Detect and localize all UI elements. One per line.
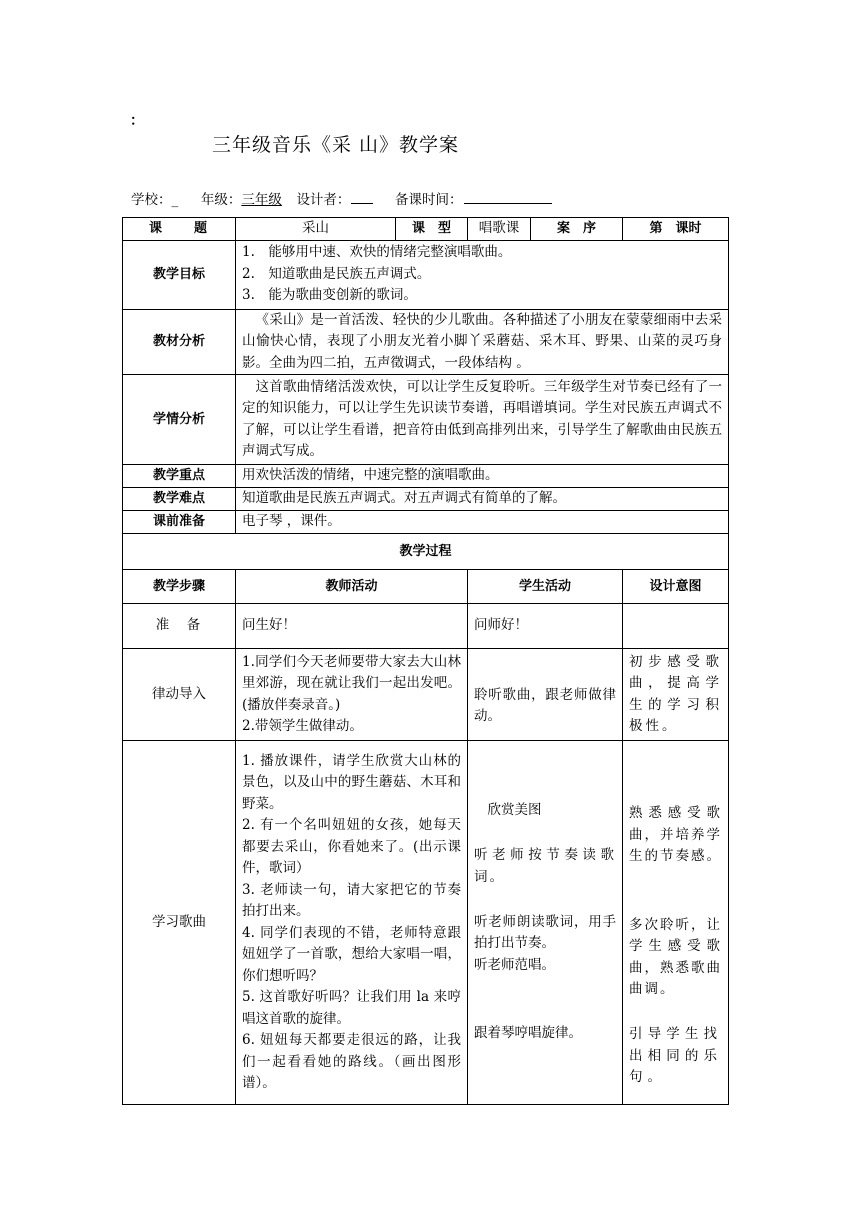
type-value: 唱歌课 xyxy=(468,218,531,241)
goal-item: 3. 能为歌曲变创新的歌词。 xyxy=(242,287,417,304)
order-label: 案 序 xyxy=(531,218,623,241)
prepare-intent xyxy=(623,604,729,649)
goals-row xyxy=(123,240,729,309)
learn-student-item: 欣赏美图 xyxy=(487,802,542,819)
intent-header: 设计意图 xyxy=(623,570,729,604)
learn-student-item: 听老师朗读歌词，用手拍打出节奏。 xyxy=(474,913,616,952)
school-label: 学校：_ xyxy=(131,192,179,208)
difficulty-row xyxy=(123,488,729,511)
header-row xyxy=(123,218,729,241)
prepare-teacher: 问生好！ xyxy=(236,604,468,649)
learn-teacher-item: 6. 妞妞每天都要走很远的路，让我们一起看看她的路线。（画出图形谱）。 xyxy=(242,1032,461,1091)
learn-teacher-item: 2. 有一个名叫妞妞的女孩，她每天都要去采山，你看她来了。(出示课件，歌词） xyxy=(242,817,461,876)
student-header: 学生活动 xyxy=(468,570,623,604)
process-header-row xyxy=(123,570,729,604)
prep-time-blank xyxy=(464,188,552,204)
learn-student-item: 听老师范唱。 xyxy=(474,956,555,973)
prepare-row xyxy=(123,604,729,649)
material-label: 教材分析 xyxy=(123,309,236,375)
rhythm-teacher-item: 1.同学们今天老师要带大家去大山林里郊游，现在就让我们一起出发吧。(播放伴奏录音。) xyxy=(242,653,461,713)
type-label: 课 型 xyxy=(396,218,468,241)
process-title: 教学过程 xyxy=(123,534,729,570)
prepare-student: 问师好！ xyxy=(468,604,623,649)
preparation-label: 课前准备 xyxy=(123,511,236,534)
preparation-text: 电子琴 ，课件。 xyxy=(236,511,729,534)
designer-blank xyxy=(351,188,373,204)
grade-value: 三年级 xyxy=(241,192,282,208)
period-label: 第 课时 xyxy=(623,218,729,241)
step-header: 教学步骤 xyxy=(123,570,236,604)
lesson-plan-table xyxy=(122,217,729,1105)
teacher-header: 教师活动 xyxy=(236,570,468,604)
learn-teacher-item: 1. 播放课件，请学生欣赏大山林的景色，以及山中的野生蘑菇、木耳和野菜。 xyxy=(242,752,461,812)
rhythm-intent: 初步感受歌曲，提高学生的学习积极性。 xyxy=(623,649,729,741)
rhythm-teacher xyxy=(236,649,468,741)
learn-teacher-item: 5. 这首歌好听吗？让我们用 la 来哼唱这首歌的旋律。 xyxy=(242,989,461,1027)
goal-item: 1. 能够用中速、欢快的情绪完整演唱歌曲。 xyxy=(242,244,512,261)
topic-label: 课 题 xyxy=(123,218,236,241)
difficulty-text: 知道歌曲是民族五声调式。对五声调式有简单的了解。 xyxy=(236,488,729,511)
difficulty-label: 教学难点 xyxy=(123,488,236,511)
learn-intent-item: 多次聆听，让学生感受歌曲，熟悉歌曲曲调。 xyxy=(629,916,722,998)
top-mark: ： xyxy=(130,113,144,129)
learn-intent-item: 熟悉感受歌曲，并培养学生的节奏感。 xyxy=(629,805,722,865)
rhythm-student: 聆听歌曲，跟老师做律动。 xyxy=(468,649,623,741)
students-label: 学情分析 xyxy=(123,375,236,465)
learn-student-item: 跟着琴哼唱旋律。 xyxy=(474,1025,582,1042)
students-text: 这首歌曲情绪活泼欢快，可以让学生反复聆听。三年级学生对节奏已经有了一定的知识能力，可以让学生先识读节奏谱，再唱谱填词。学生对民族五声调式不了解，可以让学生看谱，把音符由低到高排列出来，引导学生了解歌曲由民族五声调式写成。 xyxy=(236,375,729,465)
learn-intent-item: 引导学生找出相同的乐句。 xyxy=(629,1026,722,1086)
rhythm-row xyxy=(123,649,729,741)
goals-label: 教学目标 xyxy=(123,240,236,309)
preparation-row xyxy=(123,511,729,534)
key-point-label: 教学重点 xyxy=(123,465,236,488)
info-line xyxy=(131,188,553,208)
goals-list xyxy=(236,240,729,309)
prep-time-label: 备课时间： xyxy=(395,192,463,208)
document-title: 三年级音乐《采 山》教学案 xyxy=(212,134,460,156)
learn-row xyxy=(123,741,729,1105)
learn-step: 学习歌曲 xyxy=(123,741,236,1105)
rhythm-step: 律动导入 xyxy=(123,649,236,741)
learn-intent xyxy=(623,741,729,1105)
rhythm-teacher-item: 2.带领学生做律动。 xyxy=(242,718,363,734)
topic-value: 采山 xyxy=(236,218,396,241)
material-row xyxy=(123,309,729,375)
learn-student-item: 听老师按节奏读歌词。 xyxy=(474,847,616,885)
grade-label: 年级： xyxy=(200,192,242,208)
process-title-row xyxy=(123,534,729,570)
learn-teacher-item: 3. 老师读一句，请大家把它的节奏拍打出来。 xyxy=(242,881,461,919)
students-row xyxy=(123,375,729,465)
learn-student xyxy=(468,741,623,1105)
learn-teacher xyxy=(236,741,468,1105)
key-point-row xyxy=(123,465,729,488)
learn-teacher-item: 4. 同学们表现的不错，老师特意跟妞妞学了一首歌，想给大家唱一唱，你们想听吗？ xyxy=(242,924,461,984)
material-text: 《采山》是一首活泼、轻快的少儿歌曲。各种描述了小朋友在蒙蒙细雨中去采山愉快心情，表现了小朋友光着小脚丫采蘑菇、采木耳、野果、山菜的灵巧身影。全曲为四二拍，五声徵调式，一段体结构 。 xyxy=(236,309,729,375)
key-point-text: 用欢快活泼的情绪，中速完整的演唱歌曲。 xyxy=(236,465,729,488)
prepare-step: 准 备 xyxy=(123,604,236,649)
designer-label: 设计者： xyxy=(296,192,351,208)
goal-item: 2. 知道歌曲是民族五声调式。 xyxy=(242,265,431,282)
